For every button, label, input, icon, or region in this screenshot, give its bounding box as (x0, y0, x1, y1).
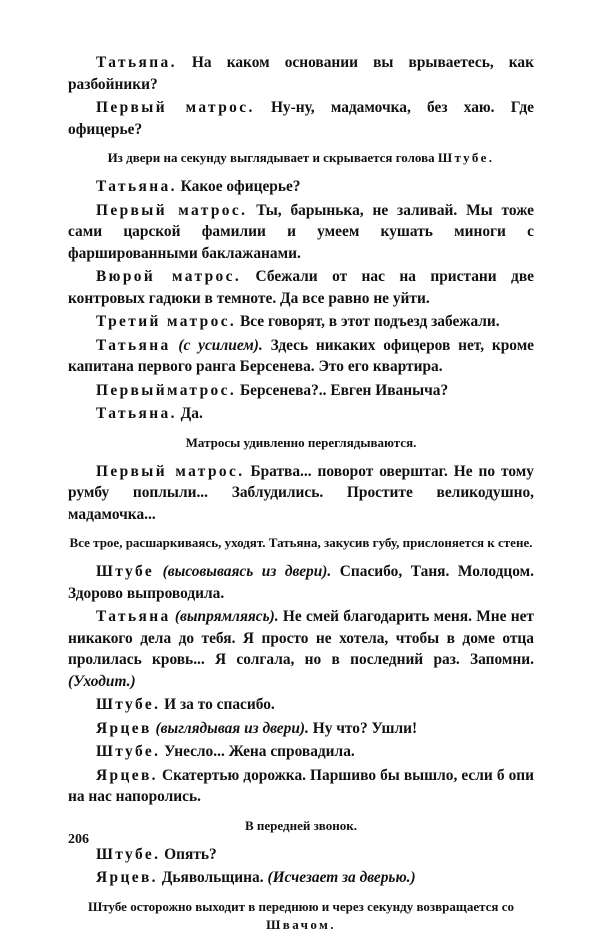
stage-note: (высовываясь из двери). (154, 563, 332, 580)
line-text: Ну что? Ушли! (308, 719, 418, 737)
line-text: Опять? (160, 845, 217, 863)
dialogue-line (68, 200, 534, 265)
stage-note: (с усилием). (170, 336, 263, 354)
direction-text: Из двери на секунду выглядывает и скрывается голова (107, 150, 438, 165)
line-text: Какое офицерье? (176, 178, 301, 195)
dialogue-line (68, 176, 534, 198)
direction-text: Матросы удивленно переглядываются. (185, 434, 417, 450)
speaker-name: Первый матрос. (96, 201, 248, 219)
stage-direction (68, 534, 534, 552)
stage-note: (выпрямляясь). (170, 608, 279, 625)
page-number: 206 (68, 832, 89, 847)
dialogue-line (68, 606, 534, 692)
speaker-name: Штубе. (96, 743, 161, 760)
dialogue-line (68, 380, 534, 402)
speaker-name: Ярцев. (96, 869, 158, 886)
dialogue-line (68, 718, 534, 740)
dialogue-line (68, 52, 534, 95)
stage-note: (выглядывая из двери). (151, 719, 309, 737)
speaker-name: Татьяна (96, 336, 171, 354)
line-text: Не смей благодарить меня. Мне нет никакого дела до тебя. Я просто не хотела, чтобы в доме отца пролилась кровь... Я солгала, но в последний раз. Запомни. (68, 608, 534, 668)
dialogue-line (68, 844, 534, 866)
speaker-name: Первыйматрос. (96, 381, 237, 399)
line-text: Дьявольщина. (157, 869, 264, 886)
line-text: На каком основании вы врываетесь, как разбойники? (68, 54, 534, 93)
line-text: Скатертью дорожка. Паршиво бы вышло, если б опи на нас напоролись. (68, 766, 534, 805)
stage-direction (68, 817, 534, 835)
stage-note: (Исчезает за дверью.) (263, 869, 416, 886)
speaker-name: Ярцев. (96, 766, 158, 784)
direction-name: Швачом. (266, 916, 336, 932)
direction-text: Штубе осторожно выходит в переднюю и через секунду возвращается со (88, 898, 514, 914)
speaker-name: Третий матрос. (96, 313, 237, 330)
line-text: Здесь никаких офицеров нет, кроме капитана первого ранга Берсенева. Это его квартира. (68, 336, 535, 375)
dialogue-line (68, 741, 534, 763)
dialogue-line (68, 694, 534, 716)
stage-direction (68, 434, 534, 452)
speaker-name: Татьяна. (96, 405, 177, 422)
stage-direction (68, 149, 534, 167)
dialogue-line (68, 403, 534, 425)
speaker-name: Штубе. (96, 696, 161, 713)
line-text: Все говорят, в этот подъезд забежали. (236, 313, 500, 330)
line-text: Братва... поворот оверштаг. Не по тому румбу поплыли... Заблудились. Простите великодушно, мадамочка... (68, 462, 534, 523)
dialogue-line (68, 561, 534, 604)
line-text: Ты, барынька, не заливай. Мы тоже сами царской фамилии и умеем кушать миноги с фаршированными баклажанами. (68, 201, 534, 262)
speaker-name: Штубе (96, 563, 155, 580)
line-text: Да. (176, 405, 203, 422)
line-text: Спасибо, Таня. Молодцом. Здорово выпроводила. (68, 563, 534, 602)
direction-name: Штубе. (437, 150, 495, 165)
speaker-name: Татьяна (96, 608, 171, 625)
speaker-name: Ярцев (96, 719, 152, 737)
line-text: Берсенева?.. Евген Иваныча? (236, 381, 449, 399)
dialogue-line (68, 867, 534, 889)
line-text: И за то спасибо. (160, 696, 275, 713)
line-text: Сбежали от нас на пристани две контровых гадюки в темноте. Да все равно не уйти. (68, 268, 534, 307)
speaker-name: Вюрой матрос. (96, 268, 242, 285)
dialogue-line (68, 461, 534, 526)
stage-direction (68, 898, 534, 934)
dialogue-line (68, 335, 534, 378)
line-text: Ну-ну, мадамочка, без хаю. Где офицерье? (68, 99, 534, 138)
line-text: Унесло... Жена спровадила. (160, 743, 355, 760)
play-text (68, 52, 534, 943)
speaker-name: Штубе. (96, 845, 161, 863)
speaker-name: Татьяпа. (96, 54, 177, 71)
speaker-name: Первый матрос. (96, 99, 255, 116)
speaker-name: Татьяна. (96, 178, 177, 195)
direction-text: В передней звонок. (245, 817, 357, 833)
dialogue-line (68, 266, 534, 309)
dialogue-line (68, 311, 534, 333)
stage-note: (Уходит.) (68, 672, 136, 690)
direction-text: Все трое, расшаркиваясь, уходят. Татьяна, закусив губу, прислоняется к стене. (69, 535, 533, 550)
speaker-name: Первый матрос. (96, 462, 245, 480)
dialogue-line (68, 97, 534, 140)
dialogue-line (68, 765, 534, 808)
